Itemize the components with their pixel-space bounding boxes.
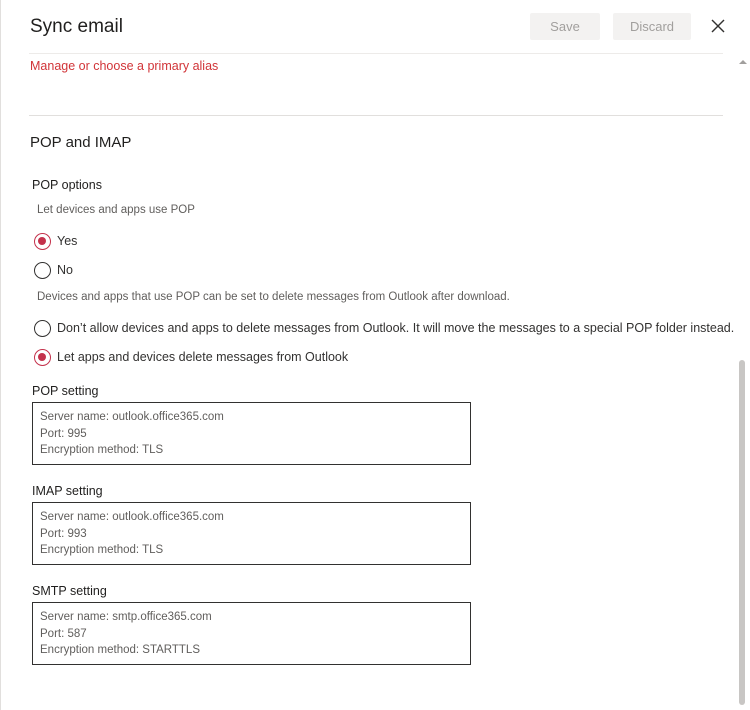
radio-dont-allow-delete-label: Don’t allow devices and apps to delete messages from Outlook. It will move the messages to a special POP folder instead. [57, 321, 735, 335]
header-divider [29, 53, 723, 54]
scrollbar-thumb[interactable] [739, 360, 745, 705]
imap-setting-title: IMAP setting [32, 484, 103, 498]
pop-options-title: POP options [32, 178, 102, 192]
radio-allow-delete-label: Let apps and devices delete messages from Outlook [57, 350, 349, 364]
pop-encryption: Encryption method: TLS [40, 444, 164, 456]
radio-no-label: No [57, 263, 73, 277]
dont-allow-delete-radio-option[interactable] [34, 319, 734, 337]
pop-setting-box [32, 402, 471, 465]
page-title: Sync email [30, 16, 123, 37]
panel-header [1, 0, 750, 54]
smtp-setting-box [32, 602, 471, 665]
pop-no-radio-option[interactable] [34, 261, 73, 279]
smtp-encryption: Encryption method: STARTTLS [40, 644, 201, 656]
chevron-up-icon[interactable] [739, 60, 747, 64]
pop-server-name: Server name: outlook.office365.com [40, 411, 224, 423]
radio-dont-allow-delete[interactable] [34, 320, 51, 337]
smtp-setting-title: SMTP setting [32, 584, 107, 598]
imap-encryption: Encryption method: TLS [40, 544, 164, 556]
radio-yes-label: Yes [57, 234, 78, 248]
save-button[interactable]: Save [530, 13, 600, 40]
pop-options-description: Let devices and apps use POP [37, 204, 195, 216]
pop-port: Port: 995 [40, 427, 87, 440]
section-title-pop-imap: POP and IMAP [30, 134, 132, 151]
imap-server-name: Server name: outlook.office365.com [40, 511, 224, 523]
vertical-scrollbar[interactable] [733, 54, 750, 710]
smtp-server-name: Server name: smtp.office365.com [40, 611, 212, 623]
imap-port: Port: 993 [40, 527, 87, 540]
radio-yes[interactable] [34, 233, 51, 250]
close-icon[interactable] [709, 17, 727, 35]
primary-alias-link[interactable]: Manage or choose a primary alias [30, 59, 219, 73]
pop-delete-description: Devices and apps that use POP can be set to delete messages from Outlook after download. [37, 291, 510, 303]
imap-setting-box [32, 502, 471, 565]
allow-delete-radio-option[interactable] [34, 348, 348, 366]
pop-yes-radio-option[interactable] [34, 232, 77, 250]
radio-allow-delete[interactable] [34, 349, 51, 366]
section-divider [29, 115, 723, 116]
discard-button[interactable]: Discard [613, 13, 691, 40]
radio-no[interactable] [34, 262, 51, 279]
smtp-port: Port: 587 [40, 627, 87, 640]
pop-setting-title: POP setting [32, 384, 99, 398]
